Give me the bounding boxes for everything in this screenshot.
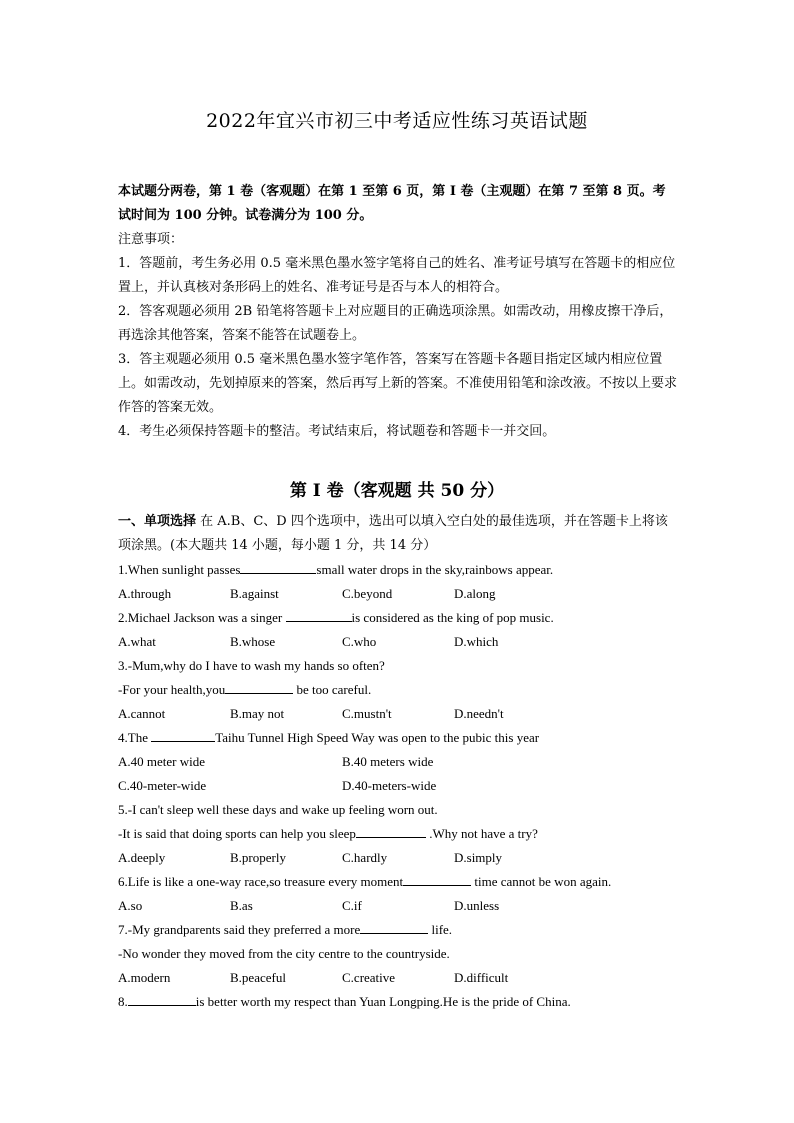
option-c: C.hardly — [342, 850, 388, 865]
option-a: A.modern — [118, 970, 171, 985]
question-3-line2 — [118, 678, 678, 702]
answer-blank — [286, 609, 352, 622]
option-d: D.difficult — [454, 970, 509, 985]
option-c: C.if — [342, 898, 362, 913]
options-6 — [118, 894, 678, 918]
answer-blank — [240, 561, 316, 574]
answer-blank — [403, 873, 471, 886]
options-4-row1 — [118, 750, 678, 774]
question-text: life. — [428, 922, 453, 937]
question-text: time cannot be won again. — [471, 874, 612, 889]
question-text: small water drops in the sky,rainbows appear. — [316, 562, 554, 577]
option-a: A.40 meter wide — [118, 754, 206, 769]
answer-blank — [225, 681, 293, 694]
part-instruction — [118, 510, 678, 558]
exam-info: 本试题分两卷，第 1 卷（客观题）在第 1 至第 6 页，第 I 卷（主观题）在第 7 至第 8 页。考试时间为 100 分钟。试卷满分为 100 分。 — [118, 184, 666, 223]
options-2 — [118, 630, 678, 654]
question-5-line2 — [118, 822, 678, 846]
question-6 — [118, 870, 678, 894]
option-d: D.unless — [454, 898, 500, 913]
question-3: 3.-Mum,why do I have to wash my hands so often? — [118, 658, 385, 673]
notes-heading: 注意事项： — [118, 232, 184, 247]
question-text: .Why not have a try? — [425, 826, 538, 841]
section-title: 第 I 卷（客观题 共 50 分） — [289, 481, 505, 501]
option-b: B.may not — [230, 706, 285, 721]
answer-blank — [356, 825, 426, 838]
option-c: C.creative — [342, 970, 396, 985]
question-1 — [118, 558, 678, 582]
question-text: -It is said that doing sports can help you sleep — [118, 826, 356, 841]
option-b: B.40 meters wide — [342, 754, 434, 769]
option-b: B.as — [230, 898, 253, 913]
question-7 — [118, 918, 678, 942]
question-text: 1.When sunlight passes — [118, 562, 241, 577]
answer-blank — [360, 921, 428, 934]
note-item: 4．考生必须保持答题卡的整洁。考试结束后，将试题卷和答题卡一并交回。 — [118, 424, 556, 439]
option-b: B.against — [230, 586, 279, 601]
question-text: be too careful. — [293, 682, 372, 697]
option-c: C.who — [342, 634, 377, 649]
question-text: is considered as the king of pop music. — [351, 610, 554, 625]
options-4-row2 — [118, 774, 678, 798]
option-c: C.mustn't — [342, 706, 392, 721]
question-text: 6.Life is like a one-way race,so treasure every moment — [118, 874, 404, 889]
question-2 — [118, 606, 678, 630]
options-5 — [118, 846, 678, 870]
option-d: D.along — [454, 586, 496, 601]
option-b: B.properly — [230, 850, 286, 865]
options-1 — [118, 582, 678, 606]
note-item: 1．答题前，考生务必用 0.5 毫米黑色墨水签字笔将自己的姓名、准考证号填写在答题卡的相应位置上，并认真核对条形码上的姓名、准考证号是否与本人的相符合。 — [118, 256, 676, 295]
question-text: is better worth my respect than Yuan Longping.He is the pride of China. — [195, 994, 571, 1009]
option-d: D.needn't — [454, 706, 504, 721]
option-a: A.through — [118, 586, 172, 601]
question-5: 5.-I can't sleep well these days and wake up feeling worn out. — [118, 802, 438, 817]
option-c: C.beyond — [342, 586, 393, 601]
options-7 — [118, 966, 678, 990]
part-one — [118, 510, 678, 1014]
option-b: B.peaceful — [230, 970, 286, 985]
option-a: A.deeply — [118, 850, 166, 865]
question-text: 2.Michael Jackson was a singer — [118, 610, 286, 625]
question-text: 4.The — [118, 730, 152, 745]
question-8 — [118, 990, 678, 1014]
question-text: 8. — [118, 994, 128, 1009]
options-3 — [118, 702, 678, 726]
option-d: D.which — [454, 634, 499, 649]
option-a: A.cannot — [118, 706, 166, 721]
note-item: 3．答主观题必须用 0.5 毫米黑色墨水签字笔作答，答案写在答题卡各题目指定区域内相应位置上。如需改动，先划掉原来的答案，然后再写上新的答案。不准使用铅笔和涂改液。不按以上要求作答的答案无效。 — [118, 352, 678, 415]
question-4 — [118, 726, 678, 750]
part-heading: 一、单项选择 — [118, 514, 197, 529]
note-item: 2．答客观题必须用 2B 铅笔将答题卡上对应题目的正确选项涂黑。如需改动，用橡皮擦干净后，再选涂其他答案，答案不能答在试题卷上。 — [118, 304, 673, 343]
option-c: C.40-meter-wide — [118, 778, 207, 793]
option-a: A.so — [118, 898, 143, 913]
option-d: D.simply — [454, 850, 503, 865]
instructions-block — [118, 180, 678, 444]
answer-blank — [128, 993, 196, 1006]
question-text: 7.-My grandparents said they preferred a more — [118, 922, 361, 937]
question-text: Taihu Tunnel High Speed Way was open to the pubic this year — [215, 730, 540, 745]
option-a: A.what — [118, 634, 156, 649]
page-title: 2022年宜兴市初三中考适应性练习英语试题 — [206, 110, 588, 132]
answer-blank — [151, 729, 215, 742]
part-instruction-text: 在 A.B、C、D 四个选项中，选出可以填入空白处的最佳选项，并在答题卡上将该项涂黑。(本大题共 14 小题，每小题 1 分，共 14 分） — [118, 514, 668, 553]
option-b: B.whose — [230, 634, 276, 649]
option-d: D.40-meters-wide — [342, 778, 437, 793]
question-7-line2: -No wonder they moved from the city centre to the countryside. — [118, 946, 450, 961]
question-text: -For your health,you — [118, 682, 226, 697]
